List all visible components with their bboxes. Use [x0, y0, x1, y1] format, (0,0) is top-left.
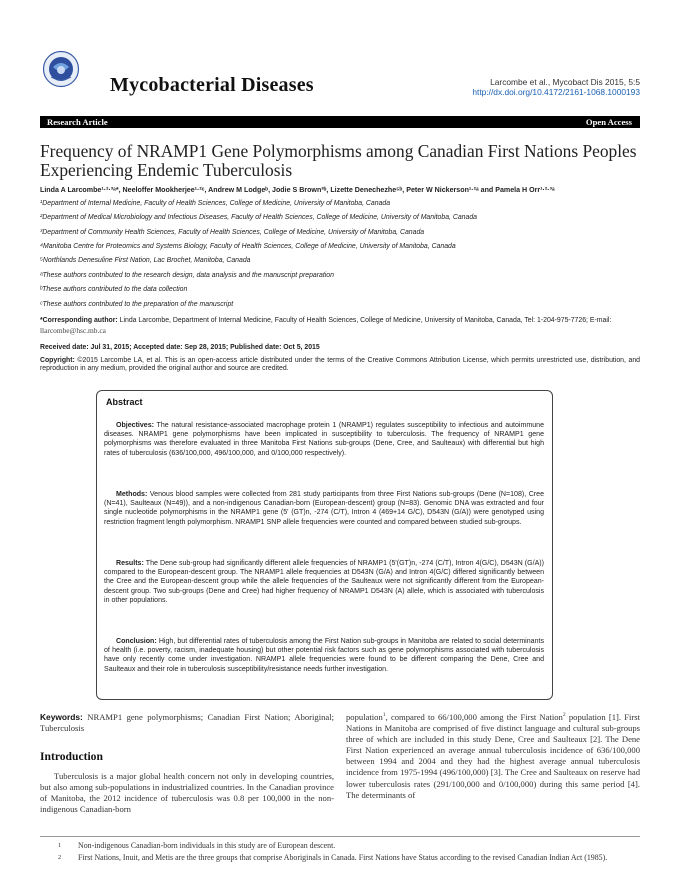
contribution-note: ᵇThese authors contributed to the data collection — [40, 286, 188, 293]
abstract-box — [96, 390, 553, 700]
footnote — [40, 841, 640, 851]
copyright-text: ©2015 Larcombe LA, et al. This is an open-access article distributed under the terms of the Creative Commons Attribution License, which permits unrestricted use, distribution, and reproduction in any medium, provided the original author and source are credited. — [40, 357, 640, 373]
author-list: Linda A Larcombe¹·²·³ᵃ*, Neeloffer Mookherjee¹·²ᶜ, Andrew M Lodgeᵇ, Jodie S Brown³ᵇ, Lizette Denechezhe⁵ᵇ, Peter W Nickerson¹·²ᵃ and Pamela H Orr¹·²·³ᵃ — [40, 186, 555, 194]
footnote-number: 2 — [58, 854, 62, 861]
keywords-label: Keywords: — [40, 712, 83, 722]
article-type: Research Article — [47, 117, 108, 127]
section-label: Objectives: — [116, 422, 154, 429]
affiliation: ¹Department of Internal Medicine, Faculty of Health Sciences, College of Medicine, University of Manitoba, Canada — [40, 200, 391, 207]
introduction-paragraph: Tuberculosis is a major global health concern not only in developing countries, but also among sub-populations in industrialized countries. In the Canadian province of Manitoba, the 2012 incidence of tuberculosis was 0.8 per 100,000 in the non-indigenous Canadian-born — [40, 771, 334, 815]
contribution-note: ᶜThese authors contributed to the preparation of the manuscript — [40, 301, 234, 308]
article-title: Frequency of NRAMP1 Gene Polymorphisms among Canadian First Nations Peoples Experiencing Endemic Tuberculosis — [40, 141, 637, 180]
introduction-heading: Introduction — [40, 750, 103, 763]
journal-name: Mycobacterial Diseases — [110, 74, 314, 96]
affiliation: ²Department of Medical Microbiology and Infectious Diseases, Faculty of Health Sciences, College of Medicine, University of Manitoba, Canada — [40, 214, 478, 221]
corresponding-label: *Corresponding author: — [40, 317, 118, 324]
footnote-text: First Nations, Inuit, and Metis are the three groups that comprise Aboriginals in Canada. First Nations have Status according to the revised Canadian Indian Act (1985). — [78, 853, 608, 862]
affiliation: ⁵Northlands Denesuline First Nation, Lac Brochet, Manitoba, Canada — [40, 257, 251, 264]
abstract-objectives — [104, 421, 544, 458]
footnote-ref[interactable]: 1 — [382, 712, 386, 719]
footnote — [40, 853, 640, 863]
affiliation: ⁴Manitoba Centre for Proteomics and Systems Biology, Faculty of Health Sciences, College of Medicine, University of Manitoba, Canada — [40, 243, 456, 250]
keywords — [40, 712, 334, 734]
affiliation: ³Department of Community Health Sciences, Faculty of Health Sciences, College of Medicine, University of Manitoba, Canada — [40, 229, 425, 236]
abstract-heading: Abstract — [106, 397, 143, 407]
section-label: Methods: — [116, 491, 148, 498]
copyright-label: Copyright: — [40, 357, 75, 364]
body-text: , compared to 66/100,000 among the First Nation — [385, 712, 563, 722]
journal-logo-icon — [42, 50, 80, 88]
body-text: population — [346, 712, 383, 722]
keywords-text: NRAMP1 gene polymorphisms; Canadian First Nation; Aboriginal; Tuberculosis — [40, 712, 334, 734]
open-access-label: Open Access — [585, 117, 632, 127]
section-text: High, but differential rates of tuberculosis among the First Nation sub-groups in Manitoba are related to social determinants of health (i.e. poverty, racism, inadequate housing) but other potential risk factors such as gene polymorphisms associated with tuberculosis have only recently come under investigation. NRAMP1 allele frequencies were found to be different comparing the Dene, Cree and Saulteaux and their role in tuberculosis susceptibility/resistance needs further investigation. — [104, 638, 544, 673]
citation-block — [472, 77, 640, 97]
body-text: population [1]. First Nations in Manitoba are comprised of five distinct language and cultural sub-groups three of which are included in this study Dene, Cree and Saulteaux [2]. The Dene First Nation experienced an average annual tuberculosis incidence of 636/100,000 between 1994 and 2004 and they had the highest average annual tuberculosis incidence from 1975-1994 (496/100,000) [3]. The Cree and Saulteaux on reserve had lower tuberculosis rates (291/100,000 and 0/100,000) during this same period [4]. The determinants of — [346, 712, 640, 800]
section-label: Results: — [116, 560, 144, 567]
email-link[interactable]: llarcombe@hsc.mb.ca — [40, 325, 106, 335]
header-bar — [40, 116, 640, 128]
abstract-results — [104, 559, 544, 605]
section-label: Conclusion: — [116, 638, 157, 645]
doi-link[interactable]: http://dx.doi.org/10.4172/2161-1068.1000193 — [472, 87, 640, 97]
footnote-divider — [40, 836, 640, 837]
contribution-note: ᵃThese authors contributed to the research design, data analysis and the manuscript preparation — [40, 272, 334, 279]
abstract-methods — [104, 490, 544, 527]
footnote-number: 1 — [58, 842, 62, 849]
section-text: The Dene sub-group had significantly different allele frequencies of NRAMP1 (5'(GT)n, -274 (C/T), Intron 4(G/C), D543N (G/A)) compared to the European-descent group. The NRAMP1 allele frequencies at D543N (G/A) and Intron 4(G/C) differed significantly between the Cree and the European-descent group while the allele frequencies of the Saulteaux were not significantly different from the European-descent group. Two sub-groups (Dene and Cree) had higher frequency of NRAMP1 D543N (A) allele, which is associated with tuberculosis in other populations. — [104, 560, 544, 604]
footnote-text: Non-indigenous Canadian-born individuals in this study are of European descent. — [78, 841, 336, 850]
section-text: Venous blood samples were collected from 281 study participants from three First Nations sub-groups (Dene (N=108), Cree (N=41), Saulteaux (N=49)), and a non-indigenous Canadian-born (European-descent) group (N=83). Genomic DNA was extracted and four single nucleotide polymorphisms in the NRAMP1 gene (5' (GT)n, -274 (C/T), Intron 4 (469+14 G/C), D543N (G/A)) were genotyped using restriction fragment length polymorphism. NRAMP1 SNP allele frequencies were counted and compared between studied sub-groups. — [104, 491, 544, 526]
corresponding-author — [40, 316, 640, 337]
abstract-conclusion — [104, 637, 544, 674]
section-text: The natural resistance-associated macrophage protein 1 (NRAMP1) regulates susceptibility to infectious and autoimmune diseases. NRAMP1 gene polymorphisms have been implicated in susceptibility to tuberculosis. The frequency of NRAMP1 gene polymorphisms was therefore evaluated in three Manitoba First Nations sub-groups (Dene, Cree, and Saulteaux) with differential but high rates of tuberculosis (636/100,000, 496/100,000, and 0/100,000 respectively). — [104, 422, 544, 457]
footnote-ref[interactable]: 2 — [562, 712, 566, 719]
article-dates: Received date: Jul 31, 2015; Accepted date: Sep 28, 2015; Published date: Oct 5, 2015 — [40, 344, 320, 351]
corresponding-text: Linda Larcombe, Department of Internal Medicine, Faculty of Health Sciences, College of Medicine, University of Manitoba, Canada, Tel: 1-204-975-7726; E-mail: — [119, 317, 612, 324]
introduction-continued — [346, 712, 640, 801]
copyright-notice — [40, 357, 640, 373]
citation: Larcombe et al., Mycobact Dis 2015, 5:5 — [490, 77, 640, 87]
